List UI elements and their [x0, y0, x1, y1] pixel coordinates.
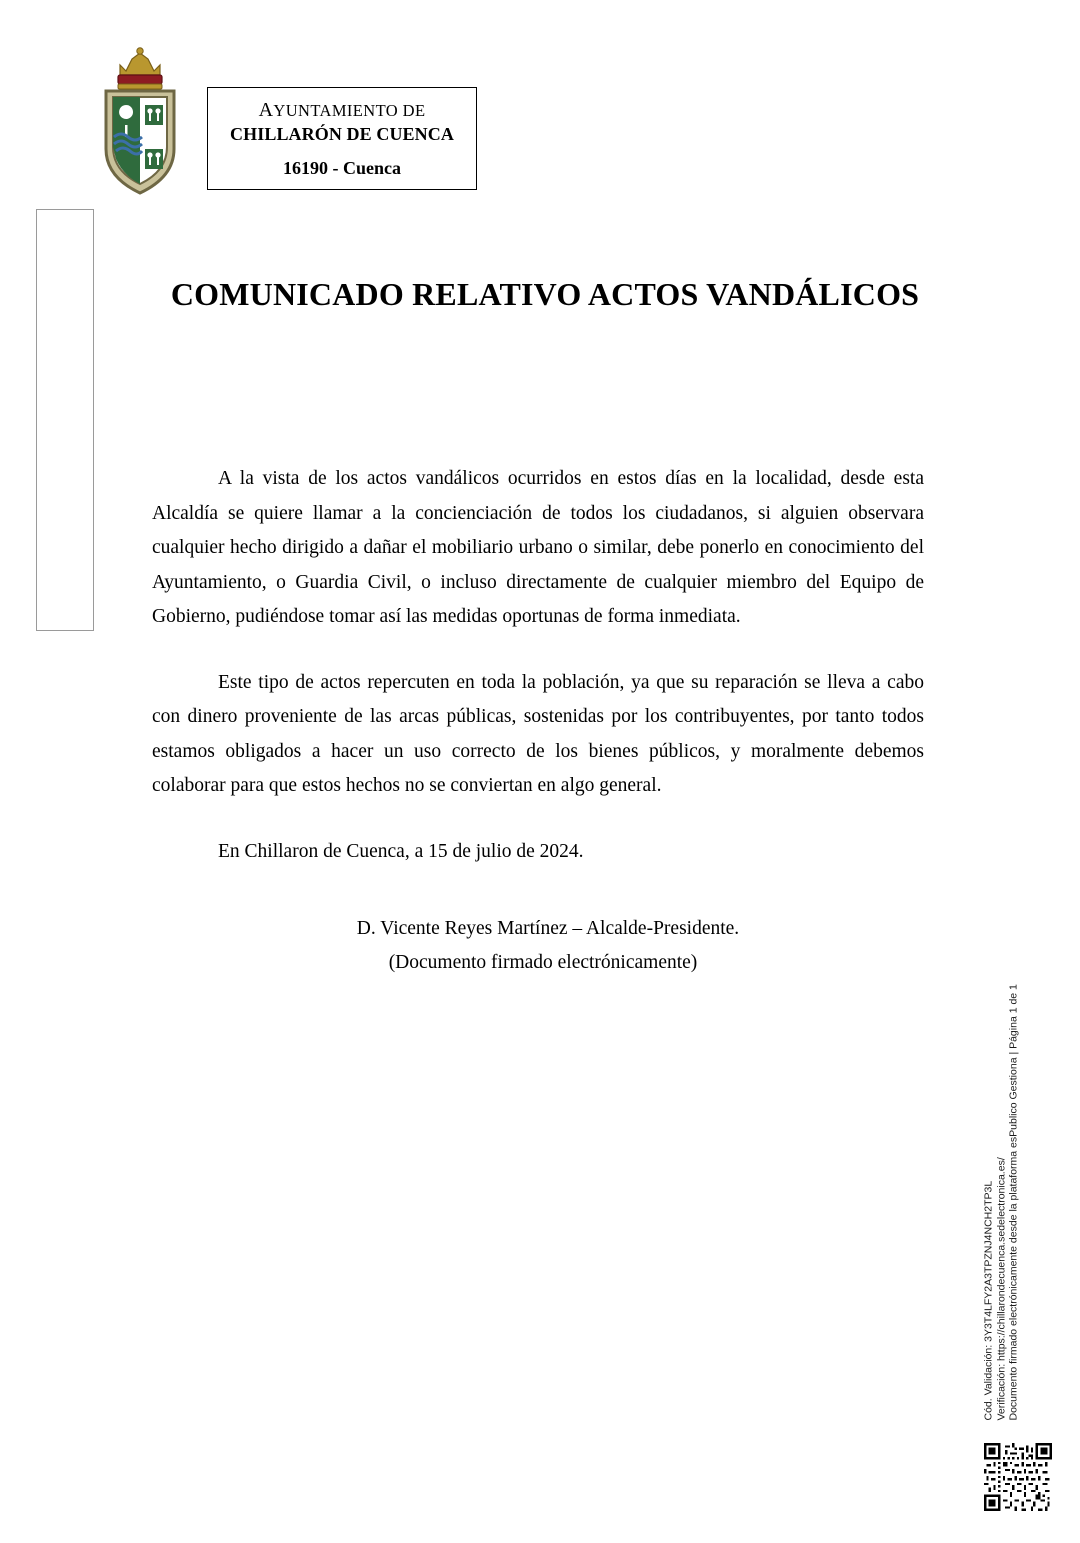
- signature-note: (Documento firmado electrónicamente): [388, 952, 698, 973]
- header-line-postal: 16190 - Cuenca: [283, 158, 401, 179]
- coat-of-arms-icon: [90, 45, 190, 200]
- document-body: [152, 462, 924, 889]
- validation-platform: Documento firmado electrónicamente desde la plataforma esPublico Gestiona | Página 1 de 1: [1007, 983, 1020, 1420]
- place-and-date: En Chillaron de Cuenca, a 15 de julio de 2024.: [218, 840, 584, 862]
- signature-block: [152, 912, 924, 980]
- validation-code: Cód. Validación: 3Y3T4LFY2A3TPZNJ4NCH2TP3L: [982, 1180, 995, 1420]
- document-header: [90, 40, 510, 200]
- header-line-municipality: CHILLARÓN DE CUENCA: [230, 124, 454, 144]
- left-margin-box: [36, 209, 94, 631]
- header-address-box: [207, 87, 477, 190]
- signer-name: D. Vicente Reyes Martínez – Alcalde-Presidente.: [356, 918, 740, 939]
- validation-url: Verificación: https://chillarondecuenca.sedelectronica.es/: [995, 1156, 1007, 1420]
- header-line-ayuntamiento: AYUNTAMIENTO DE: [258, 99, 426, 121]
- paragraph-2: Este tipo de actos repercuten en toda la población, ya que su reparación se lleva a cabo con dinero proveniente de las arcas públicas, sostenidas por los contribuyentes, por tanto todos estamos obligados a hacer un uso correcto de los bienes públicos, y moralmente debemos colaborar para que estos hechos no se conviertan en algo general.: [152, 671, 924, 796]
- paragraph-1: A la vista de los actos vandálicos ocurridos en estos días en la localidad, desde esta Alcaldía se quiere llamar a la concienciación de todos los ciudadanos, si alguien observara cualquier hecho dirigido a dañar el mobiliario urbano o similar, debe ponerlo en conocimiento del Ayuntamiento, o Guardia Civil, o incluso directamente de cualquier miembro del Equipo de Gobierno, pudiéndose tomar así las medidas oportunas de forma inmediata.: [152, 468, 924, 627]
- validation-sidebar: [982, 950, 1056, 1420]
- qr-code-icon: [984, 1443, 1052, 1511]
- page-title: COMUNICADO RELATIVO ACTOS VANDÁLICOS: [170, 276, 920, 312]
